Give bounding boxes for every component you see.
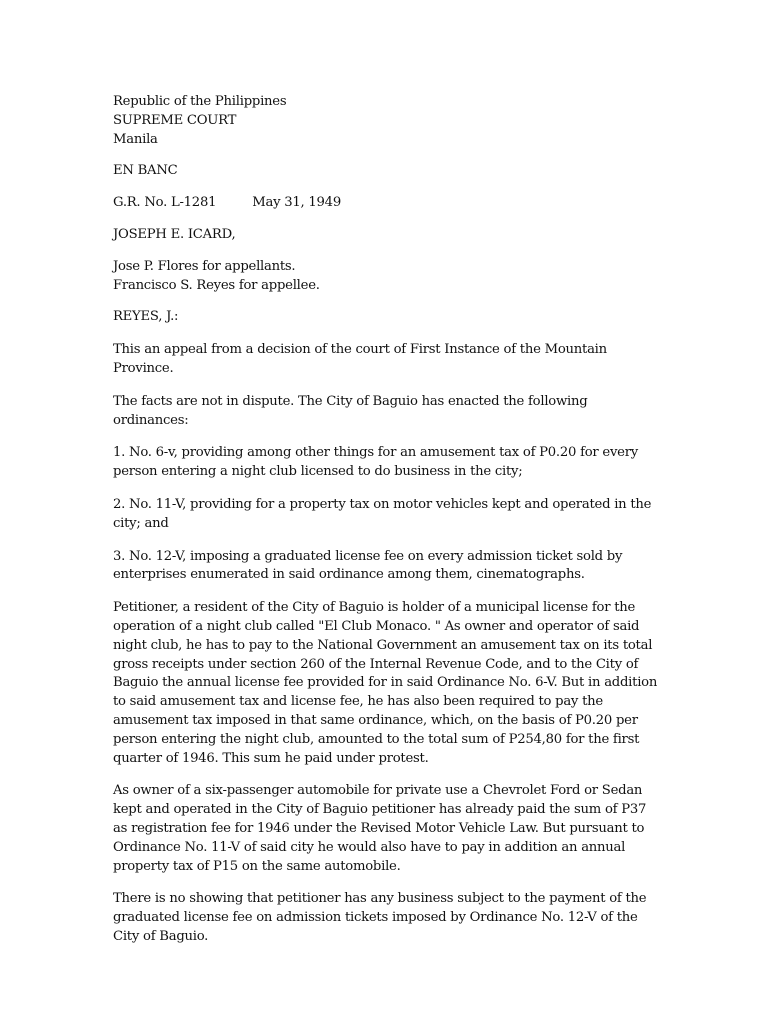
party-name: JOSEPH E. ICARD, [113,226,236,242]
paragraph-6: Petitioner, a resident of the City of Baguio is holder of a municipal license for the operation of a night club called "El Club Monaco. " As owner and operator of said night club, he has to pay to the National Government an amusement tax on its total gross receipts under section 260 of the Internal Revenue Code, and to the City of Baguio the annual license fee provided for in said Ordinance No. 6-V. But in addition to said amusement tax and license fee, he has also been required to pay the amusement tax imposed in that same ordinance, which, on the basis of P0.20 per person entering the night club, amounted to the total sum of P254,80 for the first quarter of 1946. This sum he paid under protest. [113,600,658,766]
paragraph-2: The facts are not in dispute. The City of Baguio has enacted the following ordinances: [113,393,588,428]
case-number-row [113,194,658,213]
counsel-appellants: Jose P. Flores for appellants. [113,258,296,274]
document-page [113,93,658,947]
court-header [113,93,658,149]
court-name: SUPREME COURT [113,112,237,128]
paragraph-5: 3. No. 12-V, imposing a graduated license fee on every admission ticket sold by enterprises enumerated in said ordinance among them, cinematographs. [113,548,623,583]
paragraph-3: 1. No. 6-v, providing among other things for an amusement tax of P0.20 for every person entering a night club licensed to do business in the city; [113,445,638,480]
case-date: May 31, 1949 [252,195,341,211]
paragraph-8: There is no showing that petitioner has any business subject to the payment of the graduated license fee on admission tickets imposed by Ordinance No. 12-V of the City of Baguio. [113,891,647,944]
court-city: Manila [113,131,158,147]
paragraph-4: 2. No. 11-V, providing for a property tax on motor vehicles kept and operated in the city; and [113,496,652,531]
division-label: EN BANC [113,163,178,179]
counsel-block [113,258,658,296]
paragraph-7: As owner of a six-passenger automobile for private use a Chevrolet Ford or Sedan kept and operated in the City of Baguio petitioner has already paid the sum of P37 as registration fee for 1946 under the Revised Motor Vehicle Law. But pursuant to Ordinance No. 11-V of said city he would also have to pay in addition an annual property tax of P15 on the same automobile. [113,783,647,874]
ponente: REYES, J.: [113,309,179,325]
counsel-appellee: Francisco S. Reyes for appellee. [113,277,320,293]
case-number: G.R. No. L-1281 [113,195,217,211]
republic-line: Republic of the Philippines [113,94,287,109]
paragraph-1: This an appeal from a decision of the court of First Instance of the Mountain Province. [113,342,607,376]
